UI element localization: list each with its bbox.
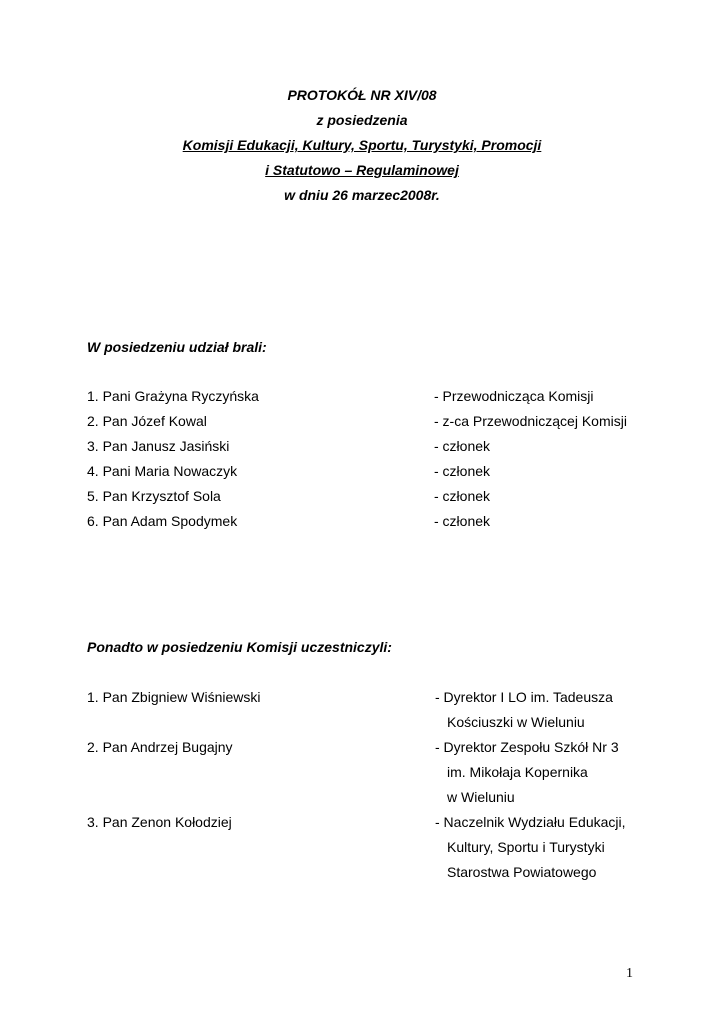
participant-role: - członek [434, 488, 491, 504]
protocol-subtitle: z posiedzenia [316, 112, 408, 128]
participant-role: - członek [434, 438, 491, 454]
participant-name: 4. Pani Maria Nowaczyk [87, 463, 238, 479]
guest-role [435, 810, 626, 885]
participant-name: 2. Pan Józef Kowal [87, 413, 207, 429]
participant-role: - Przewodnicząca Komisji [434, 388, 594, 404]
guest-role [435, 735, 619, 810]
guest-role-line: w Wieluniu [447, 789, 515, 805]
participants-heading: W posiedzeniu udział brali: [87, 339, 267, 355]
guest-role-line: - Dyrektor I LO im. Tadeusza [435, 689, 613, 705]
guest-role-line: Kościuszki w Wieluniu [447, 714, 585, 730]
participant-role: - członek [434, 463, 491, 479]
guest-name: 3. Pan Zenon Kołodziej [87, 814, 232, 830]
document-header [0, 86, 724, 211]
guests-list [87, 685, 687, 885]
participant-row [87, 509, 687, 534]
participant-role: - z-ca Przewodniczącej Komisji [434, 413, 627, 429]
participant-row [87, 409, 687, 434]
page-number: 1 [626, 966, 633, 981]
guests-heading: Ponadto w posiedzeniu Komisji uczestniczyli: [87, 639, 392, 655]
guest-row [87, 685, 687, 735]
guest-role-line: - Naczelnik Wydziału Edukacji, [435, 814, 626, 830]
participant-name: 3. Pan Janusz Jasiński [87, 438, 230, 454]
participant-name: 1. Pani Grażyna Ryczyńska [87, 388, 259, 404]
guest-name: 2. Pan Andrzej Bugajny [87, 739, 233, 755]
guest-role-line: - Dyrektor Zespołu Szkół Nr 3 [435, 739, 619, 755]
guest-role-line: im. Mikołaja Kopernika [447, 764, 588, 780]
guest-role-line: Starostwa Powiatowego [447, 864, 597, 880]
guest-role [435, 685, 613, 735]
participant-name: 5. Pan Krzysztof Sola [87, 488, 221, 504]
guest-name: 1. Pan Zbigniew Wiśniewski [87, 689, 261, 705]
committee-name-line-1: Komisji Edukacji, Kultury, Sportu, Turystyki, Promocji [182, 137, 542, 153]
guest-row [87, 810, 687, 885]
participant-row [87, 459, 687, 484]
participant-row [87, 434, 687, 459]
committee-name-line-2: i Statutowo – Regulaminowej [265, 162, 459, 178]
participants-list [87, 384, 687, 534]
guest-role-line: Kultury, Sportu i Turystyki [447, 839, 605, 855]
participant-row [87, 384, 687, 409]
participant-role: - członek [434, 513, 491, 529]
participant-name: 6. Pan Adam Spodymek [87, 513, 238, 529]
participant-row [87, 484, 687, 509]
guest-row [87, 735, 687, 810]
protocol-title: PROTOKÓŁ NR XIV/08 [287, 87, 437, 103]
meeting-date: w dniu 26 marzec2008r. [284, 187, 440, 203]
